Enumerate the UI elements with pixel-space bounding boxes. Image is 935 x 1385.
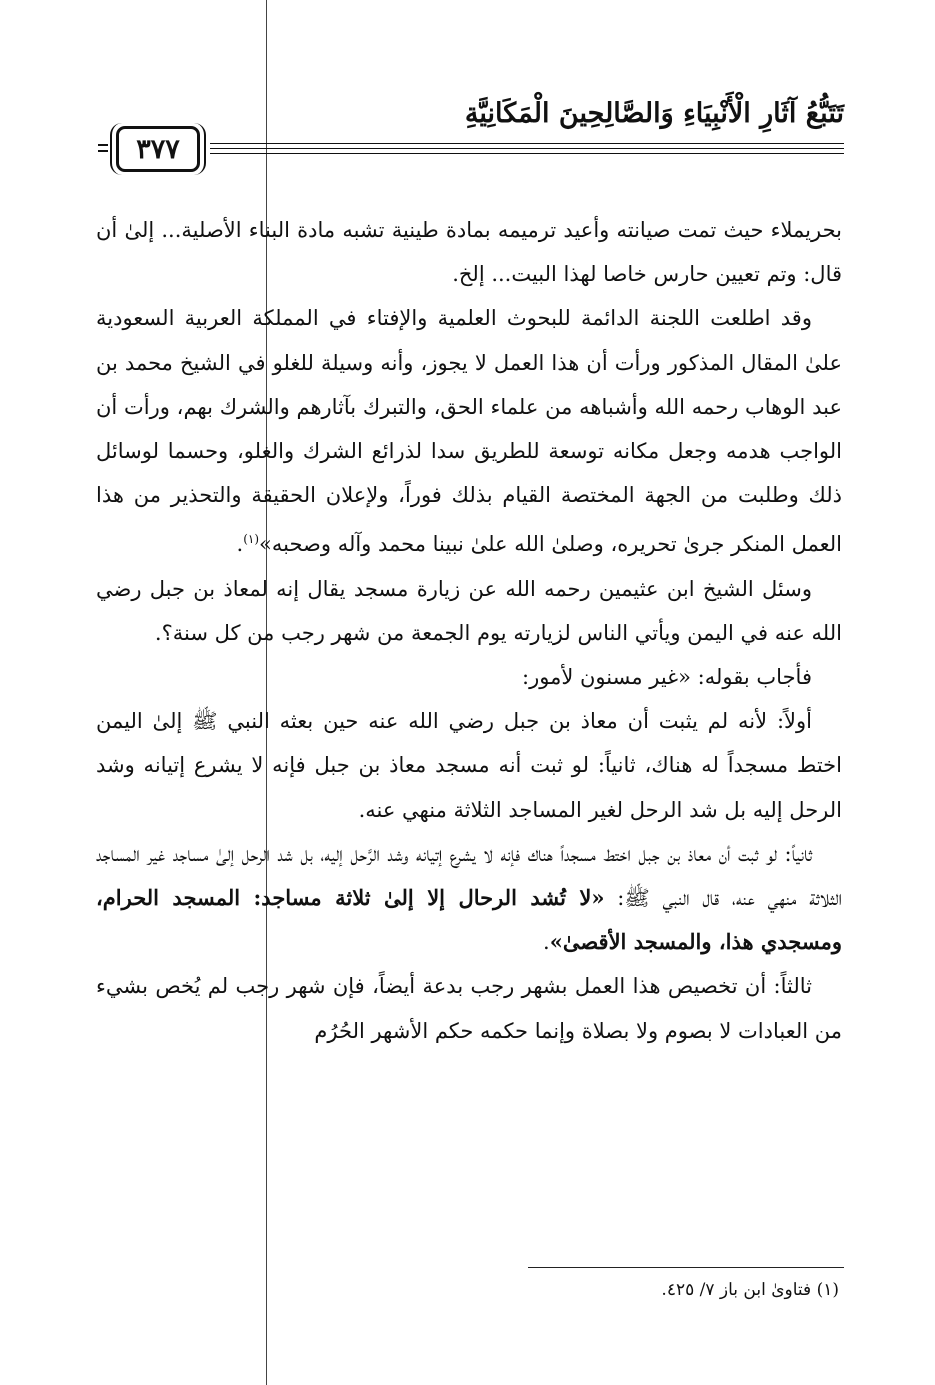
paragraph-tail: .: [543, 930, 550, 955]
paragraph-tail: .: [236, 532, 244, 557]
page-number-text: ٣٧٧: [136, 133, 180, 165]
paragraph: [96, 567, 842, 655]
paragraph: [96, 296, 842, 566]
paragraph-text: ثانياً: لو ثبت أن معاذ بن جبل اختط مسجداً هناك فإنه لا يشرع إتيانه وشد الرَّحل إليه، بل شد الرحل إلىٰ مساجد غير المساجد الثلاثة منهي عنه، قال النبي ﷺ:: [96, 841, 842, 911]
paragraph-text: أولاً: لأنه لم يثبت أن معاذ بن جبل رضي الله عنه حين بعثه النبي ﷺ إلىٰ اليمن اختط مسجداً له هناك، ثانياً: لو ثبت أنه مسجد معاذ بن جبل فإنه لا يشرع إتيانه وشد الرحل إليه بل شد الرحل لغير المساجد الثلاثة منهي عنه.: [96, 709, 842, 822]
header-dash: [98, 144, 108, 152]
paragraph-text: ثالثاً: أن تخصيص هذا العمل بشهر رجب بدعة أيضاً، فإن شهر رجب لم يُخص بشيء من العبادات لا بصوم ولا بصلاة وإنما حكمه حكم الأشهر الحُرُم: [96, 974, 842, 1043]
footnote-separator: [528, 1267, 844, 1268]
running-title: تَتَبُّعُ آثَارِ الْأَنْبِيَاءِ وَالصَّالِحِينَ الْمَكَانِيَّةِ: [464, 98, 844, 129]
paragraph: [96, 832, 842, 965]
main-text: [96, 208, 842, 1053]
page-number: [116, 126, 200, 172]
paragraph-text: وسئل الشيخ ابن عثيمين رحمه الله عن زيارة مسجد يقال إنه لمعاذ بن جبل رضي الله عنه في اليمن ويأتي الناس لزيارته يوم الجمعة من شهر رجب من كل سنة؟.: [96, 576, 842, 645]
page-header: [98, 98, 844, 184]
header-rule: [210, 143, 844, 144]
paragraph-text: بحريملاء حيث تمت صيانته وأعيد ترميمه بمادة طينية تشبه مادة البناء الأصلية... إلىٰ أن قال: وتم تعيين حارس خاصا لهذا البيت... إلخ.: [96, 218, 842, 287]
hadith-quote: «لا تُشد الرحال إلا إلىٰ ثلاثة مساجد: المسجد الحرام، ومسجدي هذا، والمسجد الأقصىٰ»: [96, 885, 842, 955]
paragraph: [96, 964, 842, 1052]
paragraph-text: فأجاب بقوله: «غير مسنون لأمور:: [522, 665, 812, 690]
paragraph: [96, 699, 842, 832]
footnote: (١) فتاوىٰ ابن باز ٧/ ٤٢٥.: [661, 1280, 839, 1300]
paragraph: [96, 655, 842, 699]
header-rule: [210, 148, 844, 149]
paragraph-text: وقد اطلعت اللجنة الدائمة للبحوث العلمية والإفتاء في المملكة العربية السعودية علىٰ المقال المذكور ورأت أن هذا العمل لا يجوز، وأنه وسيلة للغلو في الشيخ محمد بن عبد الوهاب رحمه الله وأشباهه من علماء الحق، والتبرك بآثارهم والشرك بهم، ورأت أن الواجب هدمه وجعل مكانه توسعة للطريق سدا لذرائع الشرك والغلو، وحسما لوسائل ذلك وطلبت من الجهة المختصة القيام بذلك فوراً، ولإعلان الحقيقة والتحذير من هذا العمل المنكر جرىٰ تحريره، وصلىٰ الله علىٰ نبينا محمد وآله وصحبه»: [96, 306, 842, 557]
header-rule: [210, 153, 844, 154]
footnote-reference: (١): [243, 532, 260, 547]
paragraph: [96, 208, 842, 296]
